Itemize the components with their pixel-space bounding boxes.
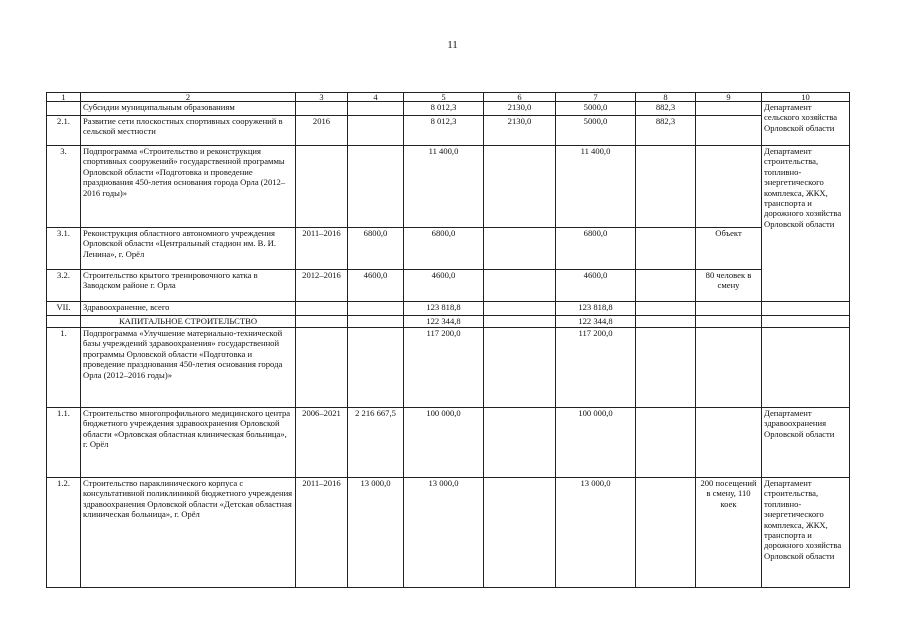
row-total: 100 000,0: [404, 408, 484, 478]
row-regional: 100 000,0: [556, 408, 636, 478]
row-years: 2006–2021: [296, 408, 348, 478]
row-total: 117 200,0: [404, 328, 484, 408]
row-number: 1.1.: [47, 408, 81, 478]
row-years: 2011–2016: [296, 228, 348, 270]
row-municipal: [636, 146, 696, 228]
row-regional: 11 400,0: [556, 146, 636, 228]
row-years: [296, 102, 348, 116]
header-cell: 1: [47, 93, 81, 102]
department-empty: [762, 316, 850, 328]
header-cell: 6: [484, 93, 556, 102]
row-municipal: [636, 228, 696, 270]
row-result: 200 посещений в смену, 110 коек: [696, 478, 762, 588]
row-result: [696, 102, 762, 116]
table-row: [47, 228, 850, 270]
table-row: [47, 408, 850, 478]
row-federal: [484, 270, 556, 302]
row-federal: [484, 478, 556, 588]
row-total: 13 000,0: [404, 478, 484, 588]
header-cell: 3: [296, 93, 348, 102]
row-result: [696, 116, 762, 146]
row-regional: 117 200,0: [556, 328, 636, 408]
row-name: Строительство параклинического корпуса с консультативной поликлиникой бюджетного учреждения здравоохранения Орловской области «Детская областная клиническая больница», г. Орёл: [81, 478, 296, 588]
row-federal: [484, 302, 556, 316]
row-federal: [484, 146, 556, 228]
row-years: 2012–2016: [296, 270, 348, 302]
header-cell: 2: [81, 93, 296, 102]
header-cell: 7: [556, 93, 636, 102]
page-number: 11: [447, 39, 458, 51]
header-cell: 8: [636, 93, 696, 102]
row-name: Реконструкция областного автономного учреждения Орловской области «Центральный стадион им. В. И. Ленина», г. Орёл: [81, 228, 296, 270]
row-municipal: 882,3: [636, 116, 696, 146]
header-row: [47, 93, 850, 102]
row-cost: [348, 102, 404, 116]
row-name: Строительство крытого тренировочного катка в Заводском районе г. Орла: [81, 270, 296, 302]
row-municipal: [636, 302, 696, 316]
row-municipal: [636, 408, 696, 478]
budget-table: [46, 92, 850, 588]
row-regional: 13 000,0: [556, 478, 636, 588]
row-result: [696, 316, 762, 328]
row-name: Строительство многопрофильного медицинского центра бюджетного учреждения здравоохранения Орловской области «Орловская областная клиническая больница», г. Орёл: [81, 408, 296, 478]
row-total: 122 344,8: [404, 316, 484, 328]
row-municipal: [636, 478, 696, 588]
department-empty: [762, 302, 850, 316]
row-number: 2.1.: [47, 116, 81, 146]
row-cost: [348, 116, 404, 146]
department-empty: [762, 328, 850, 408]
row-regional: 4600,0: [556, 270, 636, 302]
row-cost: 4600,0: [348, 270, 404, 302]
row-number: [47, 102, 81, 116]
row-total: 6800,0: [404, 228, 484, 270]
header-cell: 10: [762, 93, 850, 102]
header-cell: 5: [404, 93, 484, 102]
table-row: [47, 102, 850, 116]
row-name: Подпрограмма «Улучшение материально-технической базы учреждений здравоохранения» государственной программы Орловской области «Подготовка и проведение празднования 450-летия основания города Орла (2012–2016 годы)»: [81, 328, 296, 408]
row-total: 8 012,3: [404, 116, 484, 146]
row-name: Здравоохранение, всего: [81, 302, 296, 316]
header-cell: 9: [696, 93, 762, 102]
table-row: [47, 478, 850, 588]
department-construction: Департамент строительства, топливно-энергетического комплекса, ЖКХ, транспорта и дорожного хозяйства Орловской области: [762, 146, 850, 302]
row-federal: [484, 408, 556, 478]
row-years: [296, 146, 348, 228]
row-cost: [348, 146, 404, 228]
department-agri: Департамент сельского хозяйства Орловской области: [762, 102, 850, 146]
row-cost: 6800,0: [348, 228, 404, 270]
row-regional: 5000,0: [556, 102, 636, 116]
row-total: 11 400,0: [404, 146, 484, 228]
row-federal: 2130,0: [484, 102, 556, 116]
row-number: 3.2.: [47, 270, 81, 302]
department-health: Департамент здравоохранения Орловской области: [762, 408, 850, 478]
row-years: [296, 328, 348, 408]
row-cost: [348, 302, 404, 316]
table-row: [47, 328, 850, 408]
row-federal: [484, 328, 556, 408]
row-years: 2011–2016: [296, 478, 348, 588]
row-number: [47, 316, 81, 328]
row-federal: [484, 228, 556, 270]
row-years: [296, 302, 348, 316]
row-municipal: [636, 316, 696, 328]
row-number: 1.2.: [47, 478, 81, 588]
row-cost: 2 216 667,5: [348, 408, 404, 478]
department-construction-2: Департамент строительства, топливно-энергетического комплекса, ЖКХ, транспорта и дорожного хозяйства Орловской области: [762, 478, 850, 588]
table-row: [47, 316, 850, 328]
row-regional: 122 344,8: [556, 316, 636, 328]
row-cost: 13 000,0: [348, 478, 404, 588]
row-municipal: [636, 270, 696, 302]
header-cell: 4: [348, 93, 404, 102]
row-name: Развитие сети плоскостных спортивных сооружений в сельской местности: [81, 116, 296, 146]
row-cost: [348, 328, 404, 408]
row-name: Подпрограмма «Строительство и реконструкция спортивных сооружений» государственной программы Орловской области «Подготовка и проведение празднования 450-летия основания города Орла (2012–2016 годы)»: [81, 146, 296, 228]
row-total: 4600,0: [404, 270, 484, 302]
row-result: [696, 328, 762, 408]
table-row: [47, 116, 850, 146]
row-number: 3.: [47, 146, 81, 228]
row-result: 80 человек в смену: [696, 270, 762, 302]
row-municipal: 882,3: [636, 102, 696, 116]
row-number: VII.: [47, 302, 81, 316]
row-total: 8 012,3: [404, 102, 484, 116]
row-cost: [348, 316, 404, 328]
row-total: 123 818,8: [404, 302, 484, 316]
table-row: [47, 270, 850, 302]
row-result: Объект: [696, 228, 762, 270]
row-number: 3.1.: [47, 228, 81, 270]
row-regional: 6800,0: [556, 228, 636, 270]
row-years: [296, 316, 348, 328]
row-years: 2016: [296, 116, 348, 146]
row-regional: 5000,0: [556, 116, 636, 146]
row-result: [696, 302, 762, 316]
row-name: Субсидии муниципальным образованиям: [81, 102, 296, 116]
row-municipal: [636, 328, 696, 408]
row-federal: 2130,0: [484, 116, 556, 146]
row-result: [696, 408, 762, 478]
table-row: [47, 302, 850, 316]
row-number: 1.: [47, 328, 81, 408]
row-regional: 123 818,8: [556, 302, 636, 316]
table-row: [47, 146, 850, 228]
row-federal: [484, 316, 556, 328]
row-result: [696, 146, 762, 228]
row-name: КАПИТАЛЬНОЕ СТРОИТЕЛЬСТВО: [81, 316, 296, 328]
